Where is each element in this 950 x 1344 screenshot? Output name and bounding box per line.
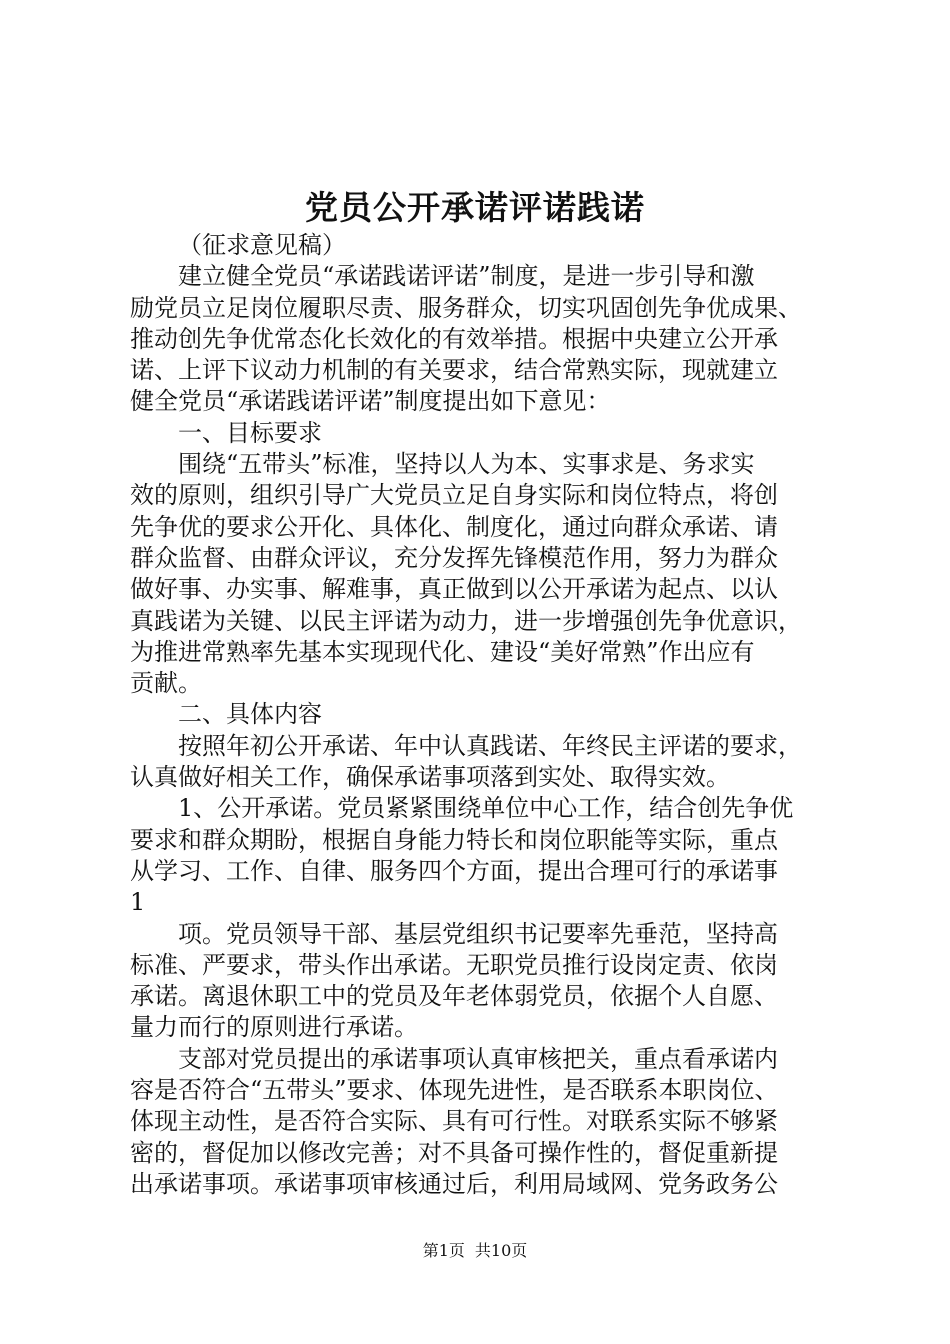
document-lines (130, 261, 830, 1200)
body-line: 先争优的要求公开化、具体化、制度化，通过向群众承诺、请 (130, 512, 778, 541)
body-line: 1 (130, 888, 146, 917)
document-body (130, 230, 830, 1200)
body-line: 诺、上评下议动力机制的有关要求，结合常熟实际，现就建立 (130, 356, 778, 385)
body-line: 支部对党员提出的承诺事项认真审核把关，重点看承诺内 (178, 1044, 778, 1073)
body-line: 做好事、办实事、解难事，真正做到以公开承诺为起点、以认 (130, 575, 778, 604)
body-line: 建立健全党员“承诺践诺评诺”制度，是进一步引导和激 (178, 262, 755, 291)
body-line: 体现主动性，是否符合实际、具有可行性。对联系实际不够紧 (130, 1107, 778, 1136)
document-title: 党员公开承诺评诺践诺 (305, 188, 645, 227)
body-line: 认真做好相关工作，确保承诺事项落到实处、取得实效。 (130, 763, 730, 792)
body-line: 项。党员领导干部、基层党组织书记要率先垂范，坚持高 (178, 919, 778, 948)
document-subtitle: （征求意见稿） (178, 231, 346, 259)
body-line: 为推进常熟率先基本实现现代化、建设“美好常熟”作出应有 (130, 637, 755, 666)
body-line: 励党员立足岗位履职尽责、服务群众，切实巩固创先争优成果、 (130, 293, 802, 322)
body-line: 效的原则，组织引导广大党员立足自身实际和岗位特点，将创 (130, 481, 778, 510)
body-line: 标准、严要求，带头作出承诺。无职党员推行设岗定责、依岗 (130, 950, 778, 979)
body-line: 密的，督促加以修改完善；对不具备可操作性的，督促重新提 (130, 1138, 778, 1167)
body-line: 从学习、工作、自律、服务四个方面，提出合理可行的承诺事 (130, 856, 778, 885)
body-line: 健全党员“承诺践诺评诺”制度提出如下意见： (130, 387, 611, 416)
body-line: 量力而行的原则进行承诺。 (130, 1013, 418, 1042)
page-footer (0, 1240, 950, 1262)
body-line: 容是否符合“五带头”要求、体现先进性，是否联系本职岗位、 (130, 1076, 779, 1105)
body-line: 出承诺事项。承诺事项审核通过后，利用局域网、党务政务公 (130, 1169, 778, 1198)
page-total: 共10页 (474, 1241, 528, 1260)
body-line: 1、公开承诺。党员紧紧围绕单位中心工作，结合创先争优 (178, 794, 794, 823)
body-line: 按照年初公开承诺、年中认真践诺、年终民主评诺的要求， (178, 731, 802, 760)
body-line: 承诺。离退休职工中的党员及年老体弱党员，依据个人自愿、 (130, 982, 778, 1011)
body-line: 二、具体内容 (178, 700, 322, 729)
body-line: 要求和群众期盼，根据自身能力特长和岗位职能等实际，重点 (130, 825, 778, 854)
body-line: 围绕“五带头”标准，坚持以人为本、实事求是、务求实 (178, 450, 755, 479)
page-number: 第1页 (422, 1241, 465, 1260)
body-line: 推动创先争优常态化长效化的有效举措。根据中央建立公开承 (130, 324, 778, 353)
body-line: 群众监督、由群众评议，充分发挥先锋模范作用，努力为群众 (130, 543, 778, 572)
body-line: 贡献。 (130, 669, 202, 698)
body-line: 一、目标要求 (178, 418, 322, 447)
body-line: 真践诺为关键、以民主评诺为动力，进一步增强创先争优意识， (130, 606, 802, 635)
